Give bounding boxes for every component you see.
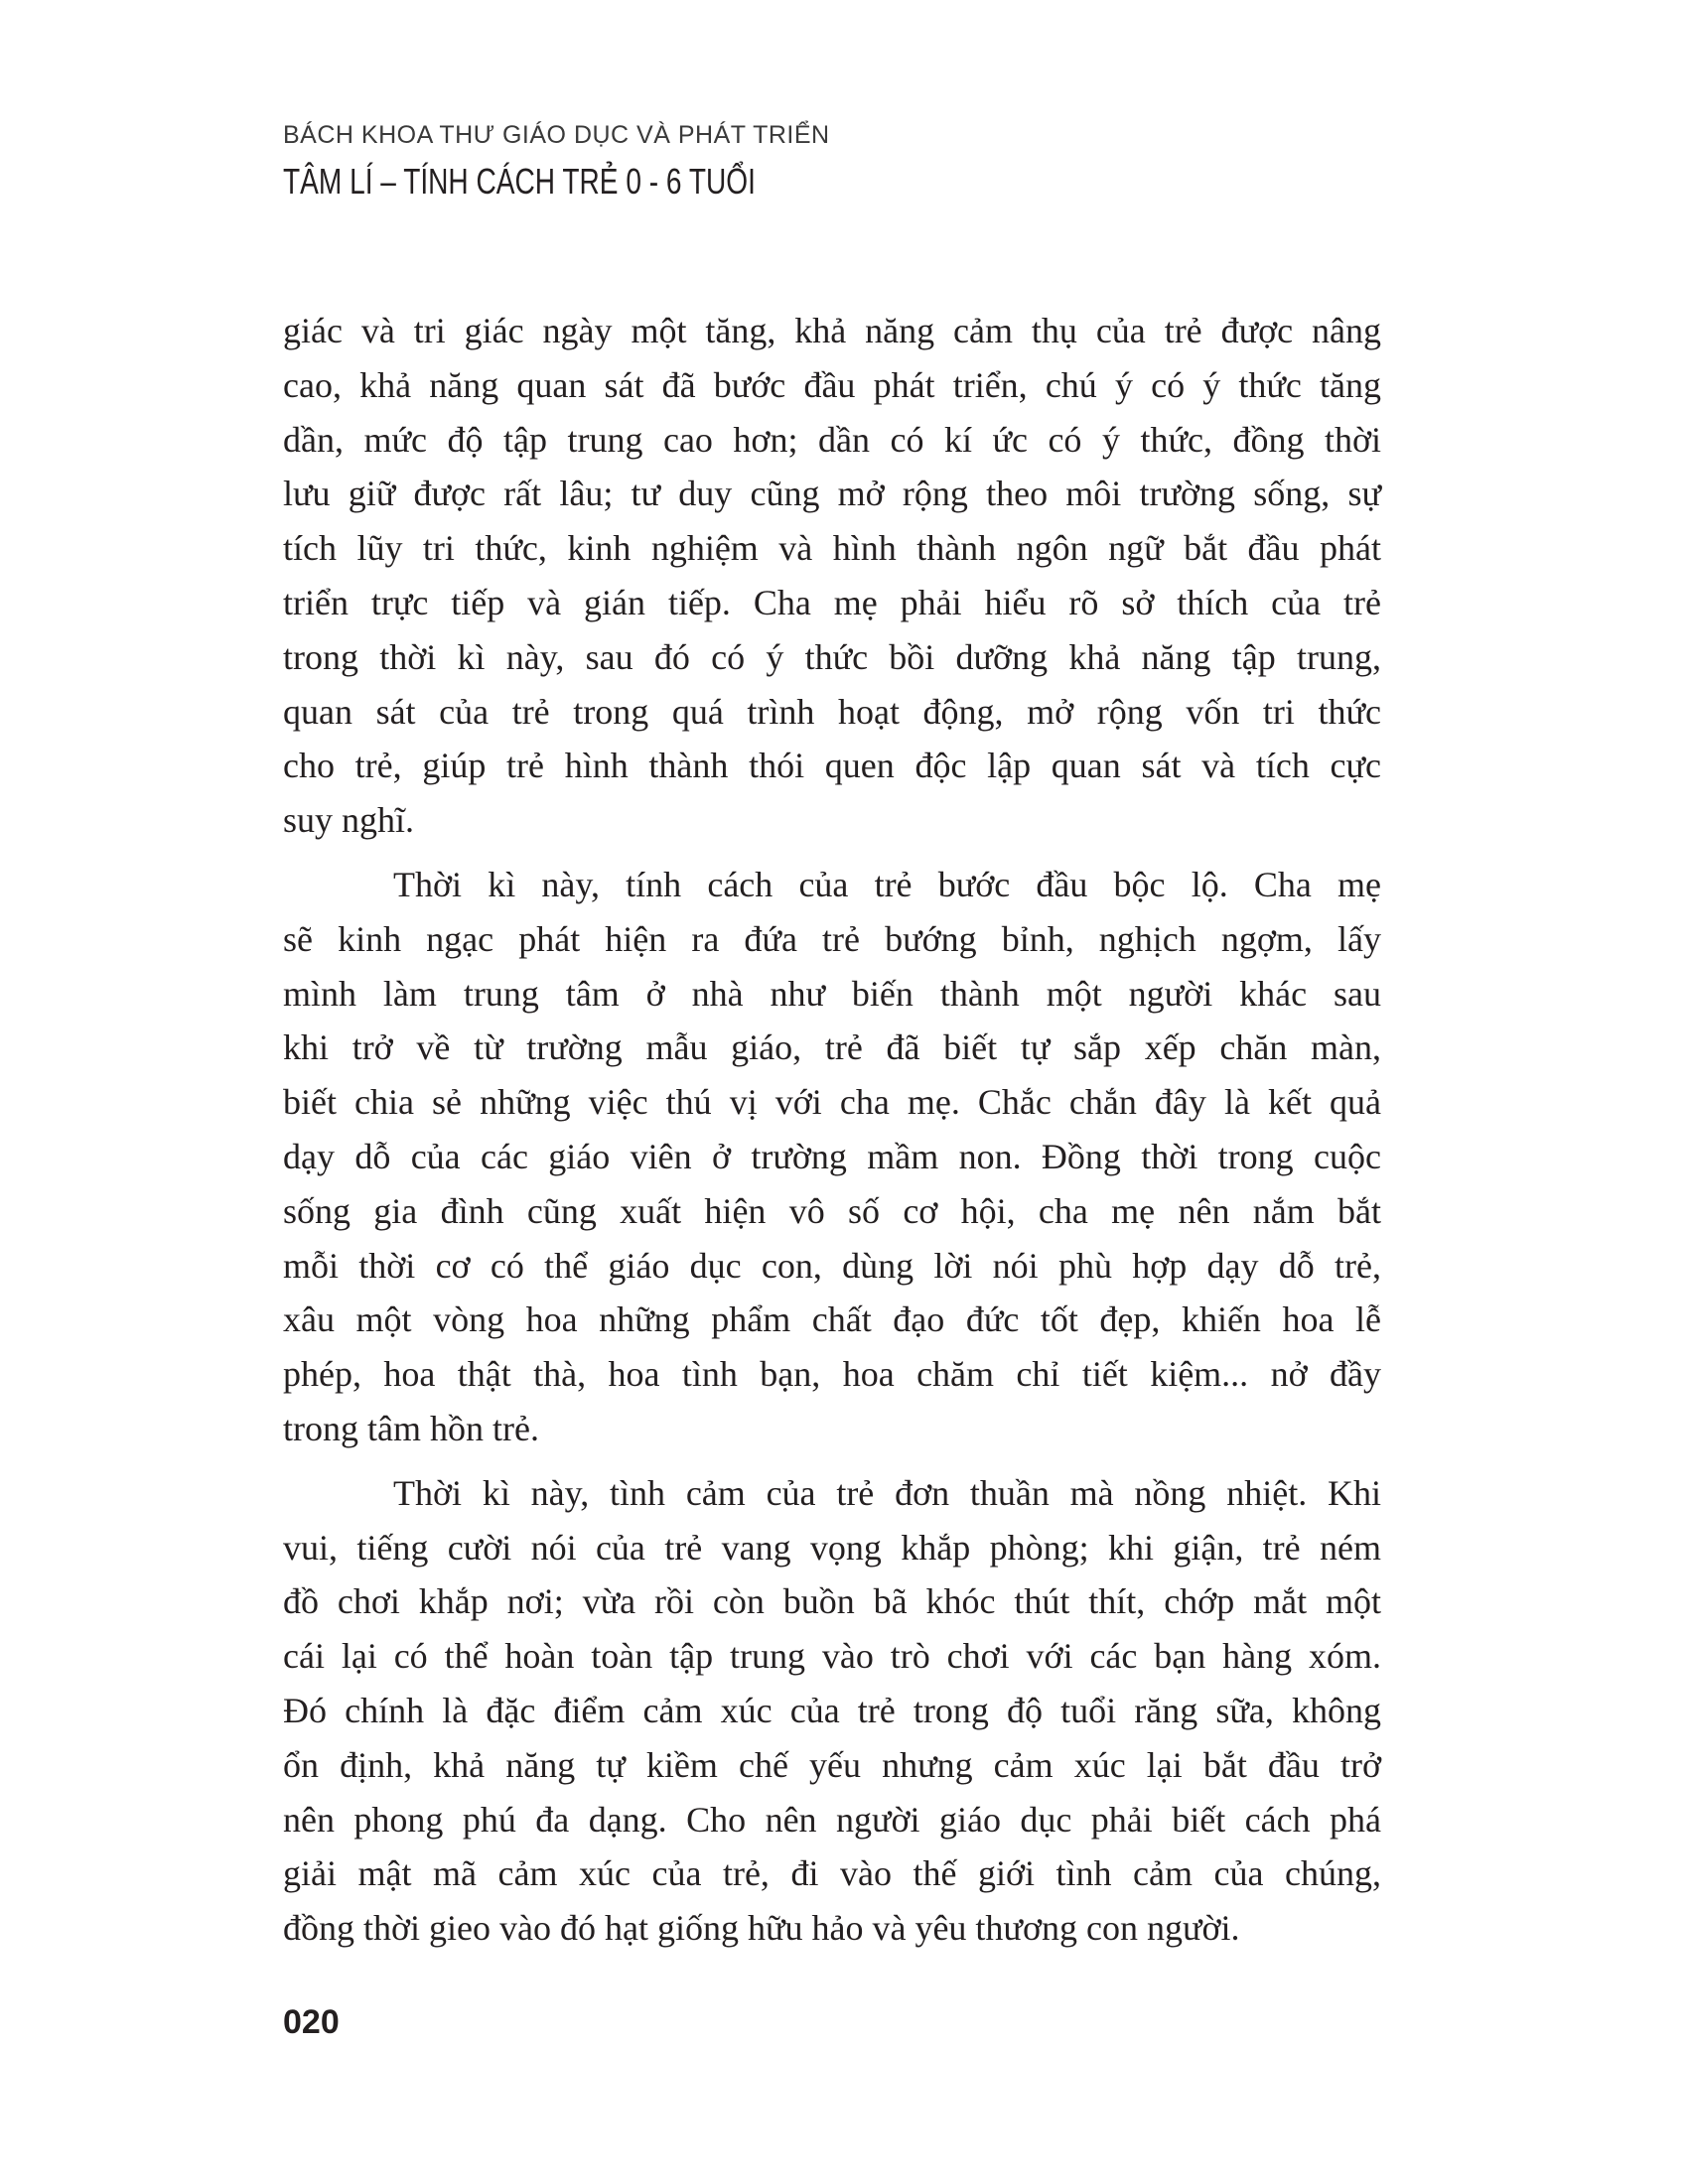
text-line: Đó chính là đặc điểm cảm xúc của trẻ trong độ tuổi răng sữa, không bbox=[283, 1690, 1381, 1730]
text-line: đồ chơi khắp nơi; vừa rồi còn buồn bã khóc thút thít, chớp mắt một bbox=[283, 1581, 1381, 1622]
text-line: dạy dỗ của các giáo viên ở trường mầm non. Đồng thời trong cuộc bbox=[283, 1136, 1381, 1176]
text-line: ổn định, khả năng tự kiềm chế yếu nhưng cảm xúc lại bắt đầu trở bbox=[283, 1744, 1381, 1785]
text-line: vui, tiếng cười nói của trẻ vang vọng khắp phòng; khi giận, trẻ ném bbox=[283, 1527, 1381, 1568]
text-line: giải mật mã cảm xúc của trẻ, đi vào thế giới tình cảm của chúng, bbox=[283, 1853, 1381, 1894]
text-line: triển trực tiếp và gián tiếp. Cha mẹ phải hiểu rõ sở thích của trẻ bbox=[283, 582, 1381, 622]
book-title-header: TÂM LÍ – TÍNH CÁCH TRẺ 0 - 6 TUỔI bbox=[283, 161, 756, 202]
text-line: quan sát của trẻ trong quá trình hoạt động, mở rộng vốn tri thức bbox=[283, 691, 1381, 732]
text-line: Thời kì này, tính cách của trẻ bước đầu bộc lộ. Cha mẹ bbox=[393, 864, 1381, 904]
text-line: tích lũy tri thức, kinh nghiệm và hình thành ngôn ngữ bắt đầu phát bbox=[283, 528, 1381, 569]
text-line: nên phong phú đa dạng. Cho nên người giáo dục phải biết cách phá bbox=[283, 1799, 1381, 1840]
text-line: cái lại có thể hoàn toàn tập trung vào trò chơi với các bạn hàng xóm. bbox=[283, 1636, 1381, 1677]
paragraph bbox=[283, 1466, 1381, 1956]
text-line: mỗi thời cơ có thể giáo dục con, dùng lời nói phù hợp dạy dỗ trẻ, bbox=[283, 1245, 1381, 1286]
text-line: cao, khả năng quan sát đã bước đầu phát triển, chú ý có ý thức tăng bbox=[283, 364, 1381, 405]
body-text bbox=[283, 304, 1381, 1966]
text-line: khi trở về từ trường mẫu giáo, trẻ đã biết tự sắp xếp chăn màn, bbox=[283, 1027, 1381, 1068]
text-line: trong thời kì này, sau đó có ý thức bồi dưỡng khả năng tập trung, bbox=[283, 636, 1381, 677]
text-line: sống gia đình cũng xuất hiện vô số cơ hội, cha mẹ nên nắm bắt bbox=[283, 1190, 1381, 1231]
text-line: cho trẻ, giúp trẻ hình thành thói quen độc lập quan sát và tích cực bbox=[283, 746, 1381, 786]
paragraph bbox=[283, 304, 1381, 848]
book-series-header: BÁCH KHOA THƯ GIÁO DỤC VÀ PHÁT TRIỂN bbox=[283, 121, 830, 149]
text-line: giác và tri giác ngày một tăng, khả năng cảm thụ của trẻ được nâng bbox=[283, 311, 1381, 350]
text-line: đồng thời gieo vào đó hạt giống hữu hảo và yêu thương con người. bbox=[283, 1908, 1240, 1949]
paragraph bbox=[283, 858, 1381, 1456]
text-line: dần, mức độ tập trung cao hơn; dần có kí ức có ý thức, đồng thời bbox=[283, 419, 1381, 460]
text-line: trong tâm hồn trẻ. bbox=[283, 1408, 539, 1448]
page-number: 020 bbox=[283, 2003, 340, 2041]
text-line: lưu giữ được rất lâu; tư duy cũng mở rộng theo môi trường sống, sự bbox=[283, 474, 1381, 514]
text-line: suy nghĩ. bbox=[283, 800, 415, 841]
text-line: xâu một vòng hoa những phẩm chất đạo đức tốt đẹp, khiến hoa lễ bbox=[283, 1299, 1381, 1340]
text-line: Thời kì này, tình cảm của trẻ đơn thuần mà nồng nhiệt. Khi bbox=[393, 1472, 1381, 1513]
text-line: phép, hoa thật thà, hoa tình bạn, hoa chăm chỉ tiết kiệm... nở đầy bbox=[283, 1354, 1381, 1395]
text-line: biết chia sẻ những việc thú vị với cha mẹ. Chắc chắn đây là kết quả bbox=[283, 1082, 1381, 1123]
text-line: mình làm trung tâm ở nhà như biến thành một người khác sau bbox=[283, 973, 1381, 1014]
text-line: sẽ kinh ngạc phát hiện ra đứa trẻ bướng bỉnh, nghịch ngợm, lấy bbox=[283, 918, 1381, 959]
